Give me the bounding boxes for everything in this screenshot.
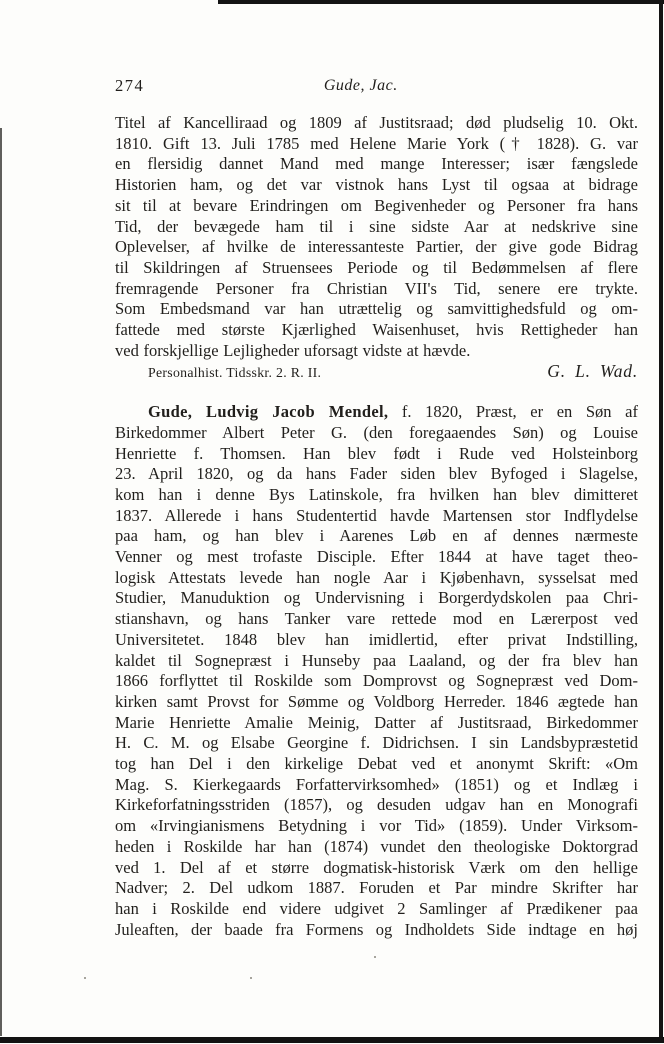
text-line: Oplevelser, af hvilke de interessanteste Partier, der give gode Bidrag <box>115 237 638 257</box>
text-line: heden i Roskilde har han (1874) vundet den theologiske Doktorgrad <box>115 836 638 856</box>
entry-headword: Gude, Ludvig Jacob Mendel, <box>148 402 389 422</box>
text-line: Juleaften, der baade fra Formens og Indholdets Side indtage en høj <box>115 919 638 939</box>
text-line: Venner og mest trofaste Disciple. Efter 1844 at have taget theo- <box>115 547 638 567</box>
article-continuation-lines <box>115 113 638 361</box>
text-line: Nadver; 2. Del udkom 1887. Foruden et Par mindre Skrifter har <box>115 878 638 898</box>
text-line: tog han Del i den kirkelige Debat ved et anonymt Skrift: «Om <box>115 754 638 774</box>
text-line: Birkedommer Albert Peter G. (den foregaaendes Søn) og Louise <box>115 422 638 442</box>
text-line: fremragende Personer fra Christian VII's Tid, senere ere trykte. <box>115 278 638 298</box>
text-line: en flersidig dannet Mand med mange Interesser; især fængslede <box>115 154 638 174</box>
text-line: sit til at bevare Erindringen om Begivenheder og Personer fra hans <box>115 195 638 215</box>
text-line: til Skildringen af Struensees Periode og til Bedømmelsen af flere <box>115 257 638 277</box>
text-line: Kirkeforfatningsstriden (1857), og desuden udgav han en Monografi <box>115 795 638 815</box>
source-reference: Personalhist. Tidsskr. 2. R. II. <box>148 365 322 381</box>
reference-row <box>115 361 638 382</box>
entry-gude-ludvig <box>115 402 638 940</box>
article-continuation <box>115 113 638 382</box>
entry-lead-rest: f. 1820, Præst, er en Søn af <box>401 402 638 422</box>
text-line: Som Embedsmand var han utrættelig og samvittighedsfuld og om- <box>115 299 638 319</box>
page-header <box>115 76 638 97</box>
text-line: Studier, Manuduktion og Undervisning i Borgerdydskolen paa Chri- <box>115 588 638 608</box>
text-line: Henriette f. Thomsen. Han blev født i Rude ved Holsteinborg <box>115 443 638 463</box>
entry-lines <box>115 423 638 941</box>
text-line: Universitetet. 1848 blev han imidlertid, efter privat Indstilling, <box>115 629 638 649</box>
scan-speck <box>250 977 252 979</box>
scan-border-left <box>0 128 2 1036</box>
text-line: kaldet til Sognepræst i Hunseby paa Laaland, og der fra blev han <box>115 650 638 670</box>
text-line: 23. April 1820, og da hans Fader siden blev Byfoged i Slagelse, <box>115 464 638 484</box>
entry-lead-line <box>115 402 638 423</box>
author-signature: G. L. Wad. <box>547 361 638 382</box>
scan-speck <box>374 956 376 958</box>
text-line: logisk Attestats levede han nogle Aar i Kjøbenhavn, sysselsat med <box>115 567 638 587</box>
text-line: H. C. M. og Elsabe Georgine f. Didrichsen. I sin Landsbypræstetid <box>115 733 638 753</box>
text-line: ved 1. Del af et større dogmatisk-historisk Værk om den hellige <box>115 857 638 877</box>
text-line: ved forskjellige Lejligheder uforsagt vidste at hævde. <box>115 340 471 360</box>
text-line: 1810. Gift 13. Juli 1785 med Helene Marie York († 1828). G. var <box>115 133 638 153</box>
text-column <box>115 76 638 940</box>
text-line: Tid, der bevægede ham til i sine sidste Aar at nedskrive sine <box>115 216 638 236</box>
text-line: Historien ham, og det var vistnok hans Lyst til ogsaa at bidrage <box>115 175 638 195</box>
text-line: han i Roskilde end videre udgivet 2 Samlinger af Prædikener paa <box>115 899 638 918</box>
text-line: stianshavn, og hans Tanker vare rettede mod en Lærerpost ved <box>115 609 638 629</box>
text-line: kirken samt Provst for Sømme og Voldborg Herreder. 1846 ægtede han <box>115 691 638 711</box>
text-line: Titel af Kancelliraad og 1809 af Justitsraad; død pludselig 10. Okt. <box>115 113 638 132</box>
text-line: Marie Henriette Amalie Meinig, Datter af Justitsraad, Birkedommer <box>115 712 638 732</box>
text-line: kom han i denne Bys Latinskole, fra hvilken han blev dimitteret <box>115 484 638 504</box>
text-line: 1866 forflyttet til Roskilde som Domprovst og Sognepræst ved Dom- <box>115 671 638 691</box>
scan-border-bottom <box>0 1037 664 1043</box>
text-line: om «Irvingianismens Betydning i vor Tid» (1859). Under Virksom- <box>115 816 638 836</box>
scan-speck <box>84 977 86 979</box>
text-line: 1837. Allerede i hans Studentertid havde Martensen stor Indflydelse <box>115 505 638 525</box>
page-number: 274 <box>115 76 145 95</box>
text-line: fattede med største Kjærlighed Waisenhuset, hvis Rettigheder han <box>115 320 638 340</box>
text-line: Mag. S. Kierkegaards Forfattervirksomhed» (1851) og et Indlæg i <box>115 774 638 794</box>
scan-border-top <box>218 0 664 4</box>
running-title: Gude, Jac. <box>323 77 398 94</box>
scan-border-right <box>659 0 663 1040</box>
text-line: paa ham, og han blev i Aarenes Løb en af dennes nærmeste <box>115 526 638 546</box>
